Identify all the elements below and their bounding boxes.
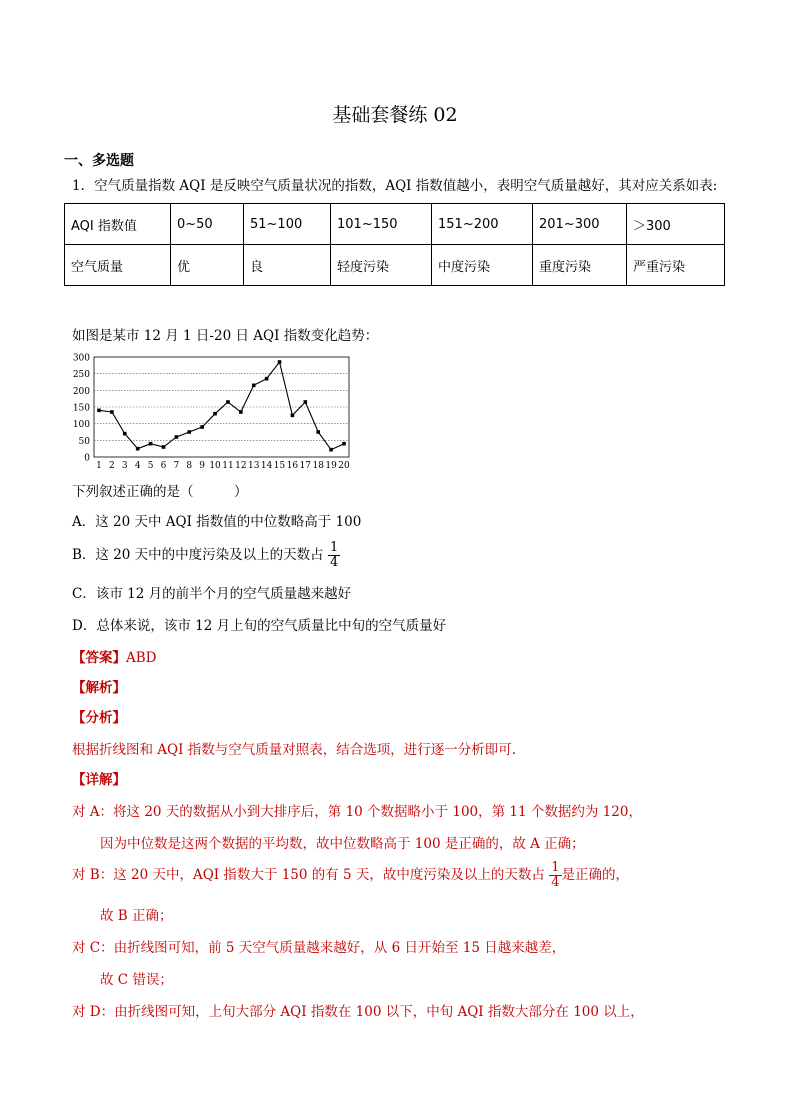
fraction [549,861,561,890]
data-point [342,442,346,446]
data-point [291,414,295,418]
fraction-numerator: 1 [329,540,339,555]
table-cell: 轻度污染 [331,245,432,286]
data-point [97,409,101,413]
x-tick-label: 17 [299,461,312,471]
x-tick-label: 15 [273,461,286,471]
table-cell: 良 [244,245,331,286]
question-ask: 下列叙述正确的是（ ） [72,484,248,500]
data-point [149,442,153,446]
fraction-numerator: 1 [551,860,560,875]
x-tick-label: 19 [325,461,337,471]
answer-line [72,648,157,668]
detail-c1: 对 C：由折线图可知，前 5 天空气质量越来越好，从 6 日开始至 15 日越来越差， [72,940,566,956]
series-line [99,362,344,450]
detail-b1 [72,858,629,892]
table-cell: 101~150 [331,204,432,245]
fraction-denominator: 4 [329,555,339,570]
x-tick-label: 2 [109,461,115,471]
table-cell: 严重污染 [627,245,725,286]
x-tick-label: 9 [199,461,206,471]
fenxi-tag: 【分析】 [72,710,126,726]
x-tick-label: 11 [222,461,234,471]
table-row [65,245,725,286]
option-d: D．总体来说，该市 12 月上旬的空气质量比中旬的空气质量好 [72,618,447,634]
y-tick-label: 100 [72,420,90,431]
x-tick-label: 12 [235,461,247,471]
question-stem: 1．空气质量指数 AQI 是反映空气质量状况的指数，AQI 指数值越小，表明空气质量越好，其对应关系如表: [72,178,718,194]
table-cell: 中度污染 [432,245,533,286]
table-cell: AQI 指数值 [65,204,171,245]
y-tick-label: 150 [72,403,90,414]
data-point [123,432,127,436]
data-point [278,360,282,364]
detail-a1: 对 A：将这 20 天的数据从小到大排序后，第 10 个数据略小于 100，第 11 个数据约为 120， [72,804,642,820]
table-row [65,204,725,245]
table-cell: 0~50 [171,204,244,245]
answer-value: ABD [126,650,157,666]
data-point [187,430,191,434]
y-tick-label: 0 [84,453,90,464]
x-tick-label: 10 [209,461,221,471]
data-point [136,447,140,451]
option-a: A．这 20 天中 AQI 指数值的中位数略高于 100 [72,514,362,530]
data-point [226,400,230,404]
data-point [200,425,204,429]
table-cell: 151~200 [432,204,533,245]
data-point [316,430,320,434]
section-heading: 一、多选题 [64,153,134,169]
x-tick-label: 7 [173,461,180,471]
y-tick-label: 50 [78,436,90,447]
table-cell: 优 [171,245,244,286]
x-tick-label: 5 [147,461,154,471]
x-tick-label: 13 [248,461,260,471]
data-point [304,400,308,404]
y-tick-label: 250 [72,370,90,381]
fraction-denominator: 4 [551,875,560,890]
data-point [110,410,114,414]
detail-b2: 故 B 正确； [100,908,173,924]
data-point [252,384,256,388]
x-tick-label: 4 [134,461,141,471]
table-cell: 空气质量 [65,245,171,286]
detail-d1: 对 D：由折线图可知，上旬大部分 AQI 指数在 100 以下，中旬 AQI 指数大部分在 100 以上， [72,1004,644,1020]
fenxi-text: 根据折线图和 AQI 指数与空气质量对照表，结合选项，进行逐一分析即可. [72,742,517,758]
detail-a2: 因为中位数是这两个数据的平均数，故中位数略高于 100 是正确的，故 A 正确； [100,836,585,852]
table-cell: 51~100 [244,204,331,245]
table-cell: 重度污染 [533,245,627,286]
data-point [265,377,269,381]
detail-tag: 【详解】 [72,772,126,788]
fraction [328,541,340,570]
analysis-tag: 【解析】 [72,680,126,696]
table-cell: 201~300 [533,204,627,245]
chart-intro: 如图是某市 12 月 1 日-20 日 AQI 指数变化趋势： [72,328,379,344]
x-tick-label: 3 [121,461,128,471]
data-point [175,435,179,439]
x-tick-label: 20 [338,461,350,471]
detail-b1-post: 是正确的， [561,867,630,883]
data-point [162,445,166,449]
data-point [329,448,333,452]
page-title: 基础套餐练 02 [332,104,458,126]
option-b-text: B．这 20 天中的中度污染及以上的天数占 [72,547,324,563]
y-tick-label: 300 [72,353,90,364]
x-tick-label: 14 [260,461,273,471]
table-cell: ＞300 [627,204,725,245]
x-tick-label: 6 [160,461,167,471]
answer-tag: 【答案】 [72,650,126,666]
aqi-table [64,203,725,286]
data-point [239,410,243,414]
data-point [213,412,217,416]
x-tick-label: 18 [312,461,324,471]
detail-c2: 故 C 错误； [100,972,173,988]
x-tick-label: 1 [96,461,102,471]
aqi-line-chart [62,350,357,474]
y-tick-label: 200 [72,386,90,397]
x-tick-label: 8 [186,461,193,471]
x-tick-label: 16 [286,461,299,471]
option-c: C．该市 12 月的前半个月的空气质量越来越好 [72,586,352,602]
detail-b1-text: 对 B：这 20 天中，AQI 指数大于 150 的有 5 天，故中度污染及以上的天数占 [72,867,545,883]
option-b [72,538,340,572]
